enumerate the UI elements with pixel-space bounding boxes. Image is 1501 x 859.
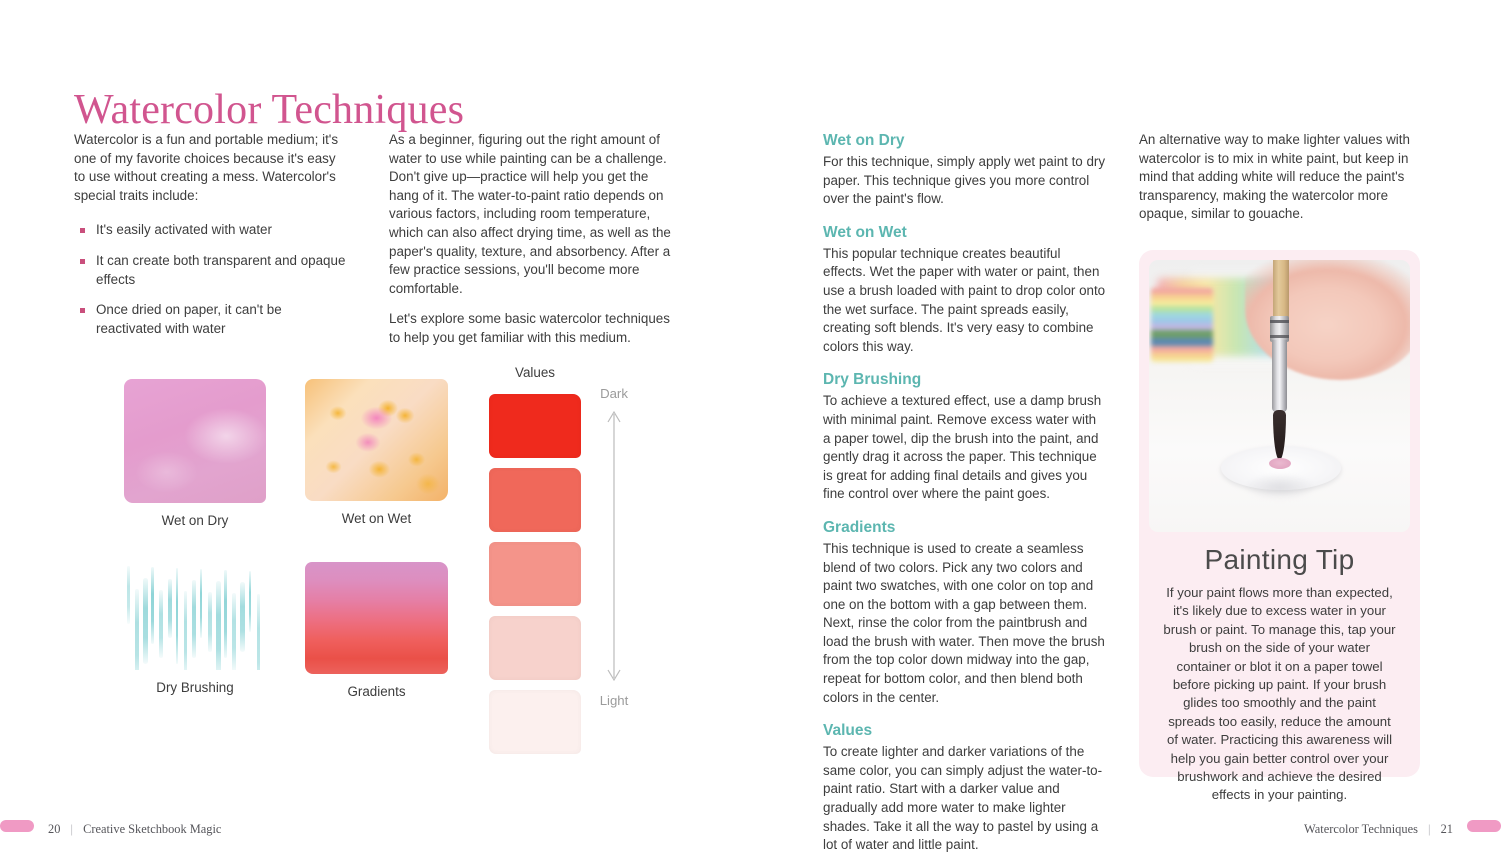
footer-book-title: Creative Sketchbook Magic	[83, 822, 222, 836]
swatch-label: Wet on Wet	[341, 511, 412, 526]
brush-stroke	[240, 582, 245, 652]
values-chart	[489, 365, 581, 764]
swatch-label: Wet on Dry	[161, 513, 229, 528]
value-swatch-4	[489, 616, 581, 680]
footer-bar-left	[0, 820, 34, 832]
swatch-label: Dry Brushing	[156, 680, 234, 695]
value-swatch-1	[489, 394, 581, 458]
brush-stroke	[192, 580, 197, 658]
swatch-image	[305, 562, 448, 674]
section-wet-on-dry	[823, 131, 1106, 209]
bullet-square-icon	[80, 228, 85, 233]
values-arrow	[599, 386, 629, 708]
swatch-wet-on-dry	[124, 379, 266, 528]
traits-list	[74, 221, 346, 338]
value-swatch-5	[489, 690, 581, 754]
painting-tip-photo	[1149, 260, 1410, 532]
section-body: This technique is used to create a seamless blend of two colors. Pick any two colors and paint two swatches, with one color on top and one on the bottom with a gap between them. Next, rinse the color from the paintbrush and load the brush with water. Then move the brush from the top color down midway into the gap, repeat for bottom color, and then blend both colors in the center.	[823, 540, 1105, 705]
section-body: To achieve a textured effect, use a damp brush with minimal paint. Remove excess water with a paper towel, dip the brush into the paint, and gently drag it across the paper. This technique is great for adding final details and gives you fine control over where the paint goes.	[823, 393, 1102, 502]
section-body: This popular technique creates beautiful effects. Wet the paper with water or paint, then use a brush loaded with paint to drop color onto the wet surface. The paint spreads easily, creating soft blends. It's very easy to combine colors this way.	[823, 245, 1106, 354]
list-item-label: It can create both transparent and opaque effects	[96, 252, 346, 287]
painting-tip-box	[1139, 250, 1420, 803]
section-wet-on-wet	[823, 223, 1106, 357]
brush-shaft	[1272, 340, 1287, 412]
section-heading: Wet on Dry	[823, 132, 905, 149]
footer-page-number: 20	[48, 822, 61, 836]
values-light-label: Light	[599, 693, 629, 708]
white-paint-column	[1139, 131, 1414, 224]
brush-stroke	[151, 567, 154, 644]
bullet-square-icon	[80, 308, 85, 313]
brush-stroke	[249, 571, 252, 632]
painting-tip-title: Painting Tip	[1204, 544, 1355, 575]
footer-right	[1304, 822, 1453, 837]
beginner-paragraph: As a beginner, figuring out the right amount of water to use while painting can be a challenge. Don't give up—practice will help you get the hang of it. The water-to-paint ratio depends on various factors, including room temperature, which can also affect drying time, as well as the paper's quality, texture, and absorbency. After a few practice sessions, you'll become more comfortable.	[389, 132, 671, 296]
swatch-wet-on-wet	[305, 379, 448, 526]
brush-stroke	[216, 581, 221, 670]
brush-handle	[1273, 260, 1289, 318]
footer-separator: |	[1428, 822, 1431, 836]
list-item-label: Once dried on paper, it can't be reactivated with water	[96, 302, 282, 336]
brush-stroke	[208, 592, 212, 652]
section-heading: Gradients	[823, 518, 896, 536]
value-swatch-3	[489, 542, 581, 606]
list-item	[74, 221, 346, 240]
brush-stroke	[184, 591, 188, 670]
section-values	[823, 721, 1106, 855]
colored-pencils	[1151, 288, 1213, 362]
swatch-gradients	[305, 562, 448, 699]
intro-column	[74, 131, 346, 338]
section-heading: Dry Brushing	[823, 371, 922, 389]
beginner-column	[389, 131, 673, 348]
footer-page-number: 21	[1440, 822, 1453, 836]
swatch-image	[124, 379, 266, 503]
swatch-label: Gradients	[347, 684, 406, 699]
section-body: For this technique, simply apply wet paint to dry paper. This technique gives you more control over the paint's flow.	[823, 154, 1106, 207]
footer-chapter-title: Watercolor Techniques	[1304, 822, 1418, 836]
brush-stroke	[257, 594, 261, 670]
brush-stroke	[200, 569, 203, 638]
brush-stroke	[143, 578, 148, 664]
values-title: Values	[515, 365, 555, 380]
list-item	[74, 301, 346, 338]
section-dry-brushing	[823, 370, 1106, 504]
brush-stroke	[159, 590, 163, 658]
section-heading: Wet on Wet	[823, 223, 907, 241]
section-body: To create lighter and darker variations of the same color, you can simply adjust the water-to-paint ratio. Start with a darker value and gradually add more water to make lighter shades. Take it all the way to pastel by using a lot of water and little paint.	[823, 744, 1103, 853]
bullet-square-icon	[80, 259, 85, 264]
explore-paragraph: Let's explore some basic watercolor techniques to help you get familiar with this medium.	[389, 311, 670, 345]
section-heading: Values	[823, 722, 873, 740]
footer-left	[48, 822, 221, 837]
brush-stroke	[224, 570, 227, 658]
brush-ferrule-band	[1270, 320, 1289, 323]
value-swatch-2	[489, 468, 581, 532]
list-item	[74, 252, 346, 289]
painting-tip-body: If your paint flows more than expected, it's likely due to excess water in your brush or paint. To manage this, tap your brush on the side of your water container or blot it on a paper towel before picking up paint. If your brush glides too smoothly and the paint spreads too easily, reduce the amount of water. Practicing this awareness will help you gain better control over your brushwork and achieve the desired effects in your painting.	[1163, 585, 1396, 803]
drop-shadow	[1245, 474, 1315, 500]
values-dark-label: Dark	[600, 386, 628, 401]
footer-bar-right	[1467, 820, 1501, 832]
brush-stroke	[135, 589, 139, 670]
swatch-dry-brushing	[124, 562, 266, 695]
page-title: Watercolor Techniques	[74, 87, 465, 134]
double-arrow-icon	[602, 406, 626, 686]
brush-stroke	[176, 568, 179, 664]
intro-paragraph: Watercolor is a fun and portable medium; it's one of my favorite choices because it's easy to use without creating a mess. Watercolor's special traits include:	[74, 132, 339, 203]
footer-separator: |	[70, 822, 73, 836]
brush-stroke	[127, 566, 130, 624]
white-paint-paragraph: An alternative way to make lighter values with watercolor is to mix in white paint, but keep in mind that adding white will reduce the paint's transparency, making the watercolor more opaque, similar to gouache.	[1139, 132, 1410, 222]
paint-drop	[1269, 458, 1291, 469]
section-gradients	[823, 518, 1106, 707]
brush-stroke	[232, 593, 236, 670]
list-item-label: It's easily activated with water	[96, 222, 272, 238]
brush-ferrule-band	[1270, 335, 1289, 338]
swatch-image	[305, 379, 448, 501]
techniques-column	[823, 131, 1106, 855]
brush-stroke	[168, 579, 173, 638]
values-swatch-stack	[489, 394, 581, 754]
swatch-image	[124, 562, 266, 670]
